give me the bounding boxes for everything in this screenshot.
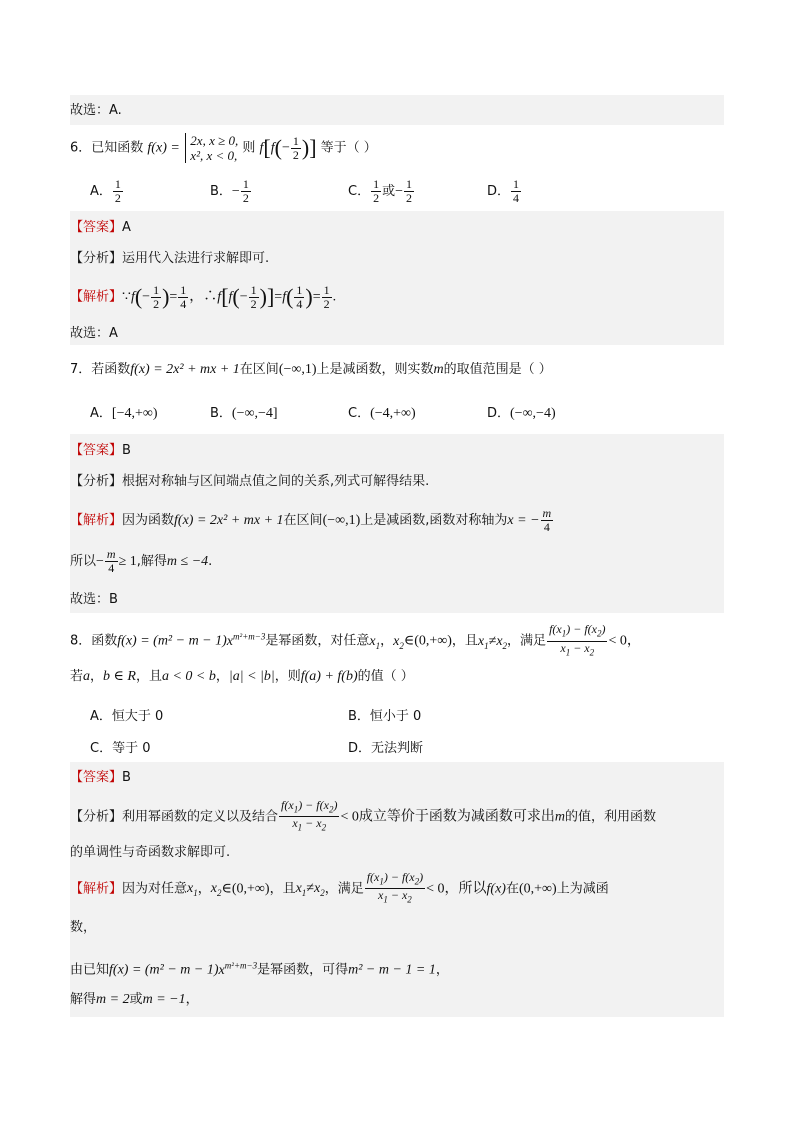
q8-solution-line3: 由已知$f(x) = (m^2 - m - 1)x^{m^2+m-3}$是幂函数，可得m² − m − 1 = 1， [70,960,449,978]
q7-option-d[interactable]: D．(−∞,−4) [487,406,556,421]
q6-analysis: 【分析】运用代入法进行求解即可. [70,251,270,266]
q8-answer: 【答案】B [70,770,131,785]
q7-stem: 7．若函数f(x) = 2x² + mx + 1在区间(−∞,1)上是减函数，则实数m的取值范围是（ ） [70,362,552,377]
q6-solution: 【解析】∵f(− $\frac{1}{2}$ )= $\frac{1}{4}$ ，∴f[f(− $\frac{1}{2}$ )]=f( $\frac{1}{4}$ )= $\frac{1}{2}$ . [70,282,337,311]
q8-stem-line2: 若a，b ∈ R，且a < 0 < b，|a| < |b|，则f(a) + f(b)的值（ ） [70,669,414,684]
q7-option-b[interactable]: B．(−∞,−4] [210,406,278,421]
q8-option-d[interactable]: D．无法判断 [348,741,424,756]
q8-stem: 8．函数$f(x) = (m^2 - m - 1)x^{m^2+m-3}$是幂函数，对任意$x_1$，$x_2\in(0,+\infty)$，且$x_1\ne x_2$，满足 $\frac{f(x_1) - f(x_2)}{x_1 - x_2}$ < 0， [70,622,641,658]
q6-stem: 6．已知函数 f(x) = 2x, x ≥ 0, x², x < 0, 则 f[f(− $\frac{1}{2}$ )] 等于（ ） [70,133,377,163]
q7-option-c[interactable]: C．(−4,+∞) [348,406,416,421]
q7-conclusion: 故选：B [70,592,118,607]
q8-option-b[interactable]: B．恒小于 0 [348,709,422,724]
q8-option-c[interactable]: C．等于 0 [90,741,151,756]
q8-solution: 【解析】因为对任意$x_1$，$x_2\in(0,+\infty)$，且$x_1\ne x_2$，满足 $\frac{f(x_1) - f(x_2)}{x_1 - x_2}$ < 0，所以f(x)在(0,+∞)上为减函 [70,870,609,905]
q7-solution: 【解析】因为函数f(x) = 2x² + mx + 1在区间(−∞,1)上是减函数,函数对称轴为x = − $\frac{m}{4}$ [70,506,552,534]
q6-option-c[interactable]: C． $\frac{1}{2}$ 或− $\frac{1}{2}$ [348,177,412,205]
q8-option-a[interactable]: A．恒大于 0 [90,709,164,724]
q6-conclusion: 故选：A [70,326,118,341]
q8-solution-line4: 解得m = 2或m = −1， [70,992,199,1007]
q7-option-a[interactable]: A．[−4,+∞) [90,406,158,421]
q6-option-b[interactable]: B．− $\frac{1}{2}$ [210,177,249,205]
q7-answer: 【答案】B [70,443,131,458]
q7-analysis: 【分析】根据对称轴与区间端点值之间的关系,列式可解得结果. [70,474,430,489]
q6-option-a[interactable]: A． $\frac{1}{2}$ [90,177,121,205]
piecewise-definition: 2x, x ≥ 0, x², x < 0, [185,133,238,163]
q6-option-d[interactable]: D． $\frac{1}{4}$ [487,177,520,205]
q8-analysis: 【分析】利用幂函数的定义以及结合 $\frac{f(x_1) - f(x_2)}{x_1 - x_2}$ < 0成立等价于函数为减函数可求出m的值，利用函数 [70,798,656,833]
q8-solution-line2: 数， [70,920,97,935]
q8-analysis-line2: 的单调性与奇函数求解即可. [70,845,231,860]
q7-solution-line2: 所以− $\frac{m}{4}$ ≥ 1,解得m ≤ −4. [70,547,213,575]
q5-conclusion: 故选：A. [70,103,122,118]
q6-answer: 【答案】A [70,220,131,235]
